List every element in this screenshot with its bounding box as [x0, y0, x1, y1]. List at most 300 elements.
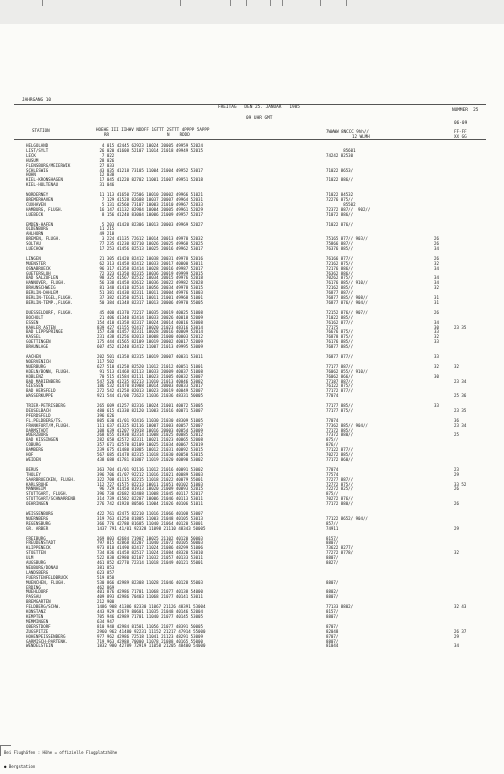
observation-codes: 547 526 41235 82213 11010 21013 40046 53002	[97, 378, 203, 384]
weather-codes: 77175	[326, 324, 339, 330]
group-number: 33	[434, 339, 439, 345]
footnote-mountain: ● Bergstation	[4, 763, 36, 769]
station-name: KARLSRUHE	[26, 481, 49, 487]
weather-codes: 77074	[326, 393, 339, 399]
weather-codes: 74242 82530	[326, 152, 354, 158]
station-name: BERLIN-TEMP.,FLUGH.	[26, 300, 73, 305]
weather-codes: 77122 8652/ 904//	[326, 515, 368, 521]
observation-codes: 363 704 41/01 92116 11012 21016 40091 53002	[97, 466, 203, 472]
weather-codes: 8807/	[326, 579, 339, 585]
observation-codes: 839 427 41155 92417 10020 21023 48316 53014	[97, 324, 203, 330]
station-name: GOETTINGEN	[26, 339, 51, 345]
weather-codes: 8807/	[326, 638, 339, 644]
observation-codes: 401 876 42986 71701 11068 21077 40138 54000	[97, 589, 203, 595]
col-station: STATION	[32, 128, 50, 133]
wind-values: 23 35	[454, 324, 467, 330]
observation-codes: 269 803 42684 71907 10025 21102 40120 50003	[97, 535, 203, 541]
weather-codes: 72162 885//	[326, 285, 354, 291]
station-name: BRAUNLAGE	[26, 344, 49, 350]
station-name: LINGEN	[26, 255, 41, 261]
station-name: STUTTGART, FLUGH.	[26, 491, 68, 497]
station-name: NEUBURG/DONAU	[26, 564, 59, 570]
weather-codes: 8157/	[326, 535, 339, 541]
weather-codes: 76877 885// 908//	[326, 295, 368, 301]
observation-codes: 91 513 41468 82113 10033 20009 40037 51008	[97, 368, 203, 374]
station-name: COBURG	[26, 442, 41, 448]
weather-codes: 875//	[326, 437, 339, 443]
station-name: WUERZBURG	[26, 432, 49, 438]
weather-codes: 8807/	[326, 555, 339, 561]
group-number: 30	[434, 373, 439, 379]
weather-codes: 77172 877//	[326, 388, 354, 394]
station-name: KOBLENZ	[26, 373, 44, 379]
station-name: WEISSENBURG	[26, 510, 54, 516]
weather-codes: 77362 885// 904//	[326, 422, 368, 428]
observation-codes: 634 947	[97, 618, 115, 624]
observation-codes: 5 203 41420 82306 10013 20003 49969 52027	[97, 221, 203, 227]
observation-codes: 70 515 41584 82111 10023 21005 40032 53007	[97, 373, 203, 379]
station-name: LECK	[26, 152, 36, 158]
wind-values: 23 35	[454, 407, 467, 413]
station-name: PFERDSFELD	[26, 412, 51, 418]
observation-codes: 319 763 41250 81805 11003 21048 40105 53013	[97, 515, 203, 521]
station-name: SCHLESWIG	[26, 167, 49, 173]
observation-codes: 12 038	[97, 172, 115, 178]
station-name: DEUSELBACH	[26, 407, 51, 413]
observation-codes: 27 033	[97, 162, 115, 168]
col-wind-sub: XX GG	[454, 134, 467, 139]
observation-codes: 921 544 41/00 72623 11036 21036 48331 50005	[97, 393, 203, 399]
volume-label: JAHRGANG 10	[22, 98, 52, 103]
observation-codes: 3 224 41135 72612 10014 20013 49970 52032	[97, 236, 203, 242]
station-name: SOLTAU	[26, 241, 41, 247]
station-name: FREUDENSTADT	[26, 540, 56, 546]
page-corner-mark	[0, 745, 11, 756]
weather-codes: 76062 866//	[326, 373, 354, 379]
weather-codes: 85601	[326, 147, 356, 153]
observation-codes: 530 866 42989 82308 11028 21046 40128 55003	[97, 579, 203, 585]
observation-codes: 1437 791 41/01 92328 11098 21110 48343 50005	[97, 525, 206, 531]
observation-codes: 366 776 42780 81605 11040 21064 40120 53001	[97, 520, 203, 526]
observation-codes: 607 452 41240 82412 11007 21013 49995 53009	[97, 344, 203, 350]
observation-codes: 268 655 41930 82314 11008 21025 40085 52012	[97, 432, 203, 438]
observation-codes: 56 338 41458 82612 10036 20022 49982 52028	[97, 280, 203, 286]
station-name: OEHRINGEN	[26, 501, 49, 507]
group-number: 30	[434, 324, 439, 330]
station-name: HUSUM	[26, 157, 39, 163]
group-number: 34	[434, 265, 439, 271]
weather-codes: 76062 855// 910//	[326, 368, 368, 374]
station-name: NOERVENICH	[26, 358, 51, 364]
observation-codes: 314 739 41582 82207 10006 21046 40113 53011	[97, 496, 203, 502]
weather-codes: 76176 885//	[326, 339, 354, 345]
station-name: STUTTGART/SCHNARRENB	[26, 496, 76, 502]
band-tick	[180, 0, 181, 6]
weather-codes: 77172 860//	[326, 457, 354, 462]
weather-codes: 76877 876// 904//	[326, 300, 368, 305]
wind-values: 34	[454, 643, 459, 649]
wind-values: 25 36	[454, 393, 467, 399]
weather-codes: 77574	[326, 471, 339, 477]
weather-codes: 77177 887//	[326, 363, 354, 369]
group-number: 26	[434, 241, 439, 247]
station-name: DARMSTADT	[26, 427, 49, 433]
band-tick	[42, 0, 43, 6]
observation-codes: 734 836 41458 82517 11024 21084 48320 53010	[97, 550, 203, 556]
station-name: CUXHAVEN	[26, 201, 46, 207]
observation-codes: 381 853	[97, 564, 115, 570]
weather-codes: 77172 885//	[326, 427, 354, 433]
group-number: 31	[434, 300, 439, 305]
observation-codes: 117 502	[97, 358, 115, 364]
weather-codes: 77177 885//	[326, 403, 354, 409]
station-name: REGENSBURG	[26, 520, 51, 526]
station-row	[14, 644, 486, 649]
station-name: BOCHOLT	[26, 314, 44, 320]
station-name: HOHENPEISSENBERG	[26, 633, 66, 639]
observation-codes: 231 438 41256 82013 10008 21000 40003 52012	[97, 334, 203, 340]
band-tick	[270, 0, 271, 6]
wind-values: 23 34	[454, 422, 467, 428]
station-name: FLENSBURG/MEIERWIK	[26, 162, 71, 168]
observation-codes: 705 946 42989 71701 11040 21077 40145 53005	[97, 614, 203, 619]
footnote-airport: Bei Flughäfen : Höhe = offizielle Flugplatzhöhe	[4, 750, 118, 756]
observation-codes: 31 046	[97, 182, 115, 188]
station-name: NORDERNEY	[26, 192, 49, 198]
col-weather: 7WWWW 8NCCC 9hh//	[326, 129, 369, 134]
station-name: BERLIN-TEGEL,FLUGH.	[26, 295, 73, 301]
observation-codes: 797 815 42868 82207 11040 21072 40105 50003	[97, 540, 203, 546]
observation-codes: 21 305 41420 82412 10038 20031 49978 52016	[97, 255, 203, 261]
station-name: BRAUNSCHWEIG	[26, 285, 56, 291]
station-name: LUEBECK	[26, 211, 44, 217]
weather-codes: 71072 886//	[326, 211, 354, 217]
header-rule	[14, 139, 486, 140]
station-name: AUGSBURG	[26, 560, 46, 566]
station-name: DUESSELDORF, FLUGH.	[26, 309, 73, 315]
group-number: 33	[434, 403, 439, 409]
observation-codes: 11 215	[97, 226, 115, 232]
observation-codes: 282 658 42572 82311 10021 21023 40065 52008	[97, 437, 203, 443]
weather-codes: 81044	[326, 643, 339, 649]
observation-codes: 7 129 41528 82608 10037 20007 49964 52031	[97, 196, 203, 202]
wind-values: 26	[454, 486, 459, 492]
observation-codes: 17 045 41220 82702 11001 21007 49951 52018	[97, 177, 203, 183]
weather-codes: 75165 877// 903//	[326, 236, 368, 242]
station-name: THOLEY	[26, 471, 41, 477]
wind-values: 36	[454, 417, 459, 423]
weather-codes: 74911	[326, 525, 339, 531]
observation-codes: 77 235 41230 82710 10026 20025 49968 52025	[97, 241, 203, 247]
station-name: MUENSTER	[26, 260, 46, 266]
station-name: KEMPTEN	[26, 614, 44, 619]
station-row	[14, 183, 486, 188]
station-name: BAD KISSINGEN	[26, 437, 59, 443]
observation-codes: 11 113 41650 72506 10010 20002 49966 51021	[97, 192, 203, 198]
station-name: LUECHOW	[26, 246, 44, 252]
observation-codes: 45 400 41370 72217 10035 20019 40025 51008	[97, 309, 203, 315]
weather-codes: 76676 875//	[326, 329, 354, 335]
weather-codes: 8707/	[326, 633, 339, 639]
observation-codes: 438 688 41781 81807 11019 21020 40090 53002	[97, 457, 203, 462]
observation-codes: 98 325 41567 82512 10034 20015 49976 52018	[97, 275, 203, 281]
station-name: BREMERHAVEN	[26, 196, 54, 202]
wind-values: 23 34	[454, 378, 467, 384]
observation-codes: 16 147 41132 82904 10004 20005 49961 52029	[97, 206, 203, 212]
weather-codes: 77187 887//	[326, 378, 354, 384]
observation-codes: 623 857	[97, 569, 115, 575]
weather-codes: 857//	[326, 520, 339, 526]
station-name: HOHN	[26, 172, 36, 178]
station-name: MUENCHEN, FLUGH.	[26, 579, 66, 585]
weather-codes: 76166 877//	[326, 255, 354, 261]
station-name: SAARBRUECKEN, FLUGH.	[26, 476, 76, 482]
weather-codes: 8807/	[326, 540, 339, 546]
observation-codes: 1486 908 41386 82330 11067 21126 48391 53004	[97, 604, 206, 610]
station-row	[14, 394, 486, 399]
wind-values: 32 43	[454, 604, 467, 610]
station-name: NUERBURG	[26, 363, 46, 369]
station-name: BAD LIPPSPRINGE	[26, 329, 63, 335]
observation-codes: 62 313 41458 82412 10033 20017 40000 53011	[97, 260, 203, 266]
weather-codes: 77177 875//	[326, 407, 354, 413]
weather-codes: 76877 877//	[326, 353, 354, 359]
weather-codes: 77272 8778/	[326, 550, 354, 556]
observation-codes: 462 869	[97, 584, 115, 590]
station-name: FELDBERG/SCHW.	[26, 604, 61, 610]
wind-values: 29	[454, 633, 459, 639]
observation-codes: 49 218	[97, 231, 115, 237]
wind-values: 33 52	[454, 481, 467, 487]
observation-codes: 5 131 42560 73107 10003 21010 49967 52033	[97, 201, 203, 207]
group-number: 34	[434, 246, 439, 252]
station-name: TRIER-PETRISBERG	[26, 403, 66, 409]
observation-time: 09 UHR GMT	[246, 116, 273, 121]
weather-codes: 75866 887//	[326, 241, 354, 247]
group-number: 26	[434, 309, 439, 315]
weather-codes: 77277 887//	[326, 476, 354, 482]
station-name: KAHLER ASTEN	[26, 324, 56, 330]
col-codes: HOEHE III IIHHV NDDFF 1GTTT 2STTT 4PPPP 5APPP	[96, 127, 210, 132]
observation-codes: 175 444 41565 82109 10019 20002 40017 52009	[97, 339, 203, 345]
observation-codes: 443 929 42679 80601 11035 21048 40146 52004	[97, 609, 203, 615]
observation-codes: 154 410 41358 82317 10024 20014 40016 53008	[97, 319, 203, 325]
band-tick	[230, 0, 231, 6]
paper-feed-band	[0, 0, 504, 24]
station-name: ULM	[26, 555, 34, 561]
weather-codes: 77074	[326, 417, 339, 423]
station-name: GUETERSLOH	[26, 270, 51, 276]
observation-codes: 461 852 42770 72314 11018 21049 40121 55001	[97, 560, 203, 566]
station-name: BERLIN-DAHLEM	[26, 290, 59, 296]
report-date: FREITAG DEN 25. JANUAR 1985	[218, 105, 300, 110]
weather-codes: 72276 875//	[326, 196, 354, 202]
observation-codes: 43 035 41218 73105 11004 21004 49952 53017	[97, 167, 203, 173]
wind-values: 23	[454, 466, 459, 472]
observation-codes: 37 382 41350 82511 10011 21001 49968 51001	[97, 295, 203, 301]
observation-codes: 422 761 42475 82210 11016 21066 40108 53007	[97, 510, 203, 516]
weather-codes: 77372 880//	[326, 432, 354, 438]
weather-codes: 72272 825//	[326, 486, 354, 492]
observation-codes: 96 317 41358 82414 10028 20016 49987 52017	[97, 265, 203, 271]
observation-codes: 1832 980 42789 72919 11058 21205 48400 54000	[97, 643, 206, 649]
group-number: 26	[434, 255, 439, 261]
band-tick	[320, 0, 321, 6]
weather-codes: 8807/	[326, 614, 339, 619]
station-name: HELGOLAND	[26, 143, 49, 148]
footnote	[4, 742, 117, 774]
weather-codes: 70272 885//	[326, 452, 354, 458]
weather-codes: 71022 885//	[326, 314, 354, 320]
station-name: OLDENBURG	[26, 226, 49, 232]
group-number: 34	[434, 275, 439, 281]
observation-codes: 519 858	[97, 574, 115, 580]
weather-codes: 71022 876//	[326, 221, 354, 227]
observation-codes: 50 384 41348 82317 10013 20006 49970 55005	[97, 300, 203, 305]
wind-values: 26 37	[454, 628, 467, 634]
observation-codes: 396 706 41/07 92212 11016 21021 40089 53003	[97, 471, 203, 477]
observation-codes: 357 671 42570 82109 10025 21034 40067 52019	[97, 442, 203, 448]
station-name: KONSTANZ	[26, 609, 46, 615]
weather-codes: 8827/	[326, 560, 339, 566]
station-name: MEMMINGEN	[26, 618, 49, 624]
weather-codes: 77074	[326, 466, 339, 472]
col-wind: FF-FF	[454, 129, 467, 134]
station-row	[14, 247, 486, 252]
observation-codes: 157 430 41457 82311 10028 20016 40009 52014	[97, 329, 203, 335]
station-name: ESSEN	[26, 319, 39, 325]
col-weather-sub: 12 WLMH	[352, 134, 370, 139]
station-name: KLIPPENECK	[26, 545, 51, 551]
weather-codes: 875//	[326, 491, 339, 497]
weather-codes: 8802/	[326, 589, 339, 595]
station-name: WENDELSTEIN	[26, 643, 54, 649]
weather-codes: 76877 885//	[326, 344, 354, 350]
station-name: GARMISCH-PARTENK.	[26, 638, 68, 644]
report-sheet	[14, 96, 500, 741]
band-tick	[282, 0, 283, 6]
station-row	[14, 502, 486, 507]
weather-codes: 8807/	[326, 594, 339, 600]
weather-codes: 76878 875//	[326, 334, 354, 340]
weather-codes: 73622 8277/	[326, 545, 354, 551]
weather-codes: 76362 886//	[326, 270, 354, 276]
group-number: 32	[434, 260, 439, 266]
weather-codes: 72176 886//	[326, 265, 354, 271]
group-number: 34	[434, 319, 439, 325]
station-name: LIST/SYLT	[26, 147, 49, 153]
group-number: 32	[434, 285, 439, 291]
station-name: HANNOVER, FLUGH.	[26, 280, 66, 286]
observation-codes: 272 542 41258 82013 10023 20019 40049 52007	[97, 388, 203, 394]
observation-table	[14, 144, 486, 649]
observation-codes: 480 615 41330 82120 11003 21016 40071 53007	[97, 407, 203, 413]
observation-codes: 265 609 41257 82316 10024 21001 40072 53005	[97, 403, 203, 409]
weather-codes: 76877 887//	[326, 290, 354, 296]
weather-codes: 76376 885//	[326, 246, 354, 252]
station-name: KOELN/BONN, FLUGH.	[26, 368, 71, 374]
weather-codes: 77122 877//	[326, 447, 354, 453]
station-name: BAD SALZUFLEN	[26, 275, 59, 281]
observation-codes: 21 406 41340 82414 10033 20026 40018 52009	[97, 314, 203, 320]
observation-codes: 17 253 41456 82513 10025 20016 49962 53017	[97, 246, 203, 252]
observation-codes: 239 675 41480 81805 10012 21031 40092 53015	[97, 447, 203, 453]
weather-codes: 8707/	[326, 623, 339, 629]
station-name: FUERSTENFELDBRUCK	[26, 574, 68, 580]
observation-codes: 112 727 41575 82213 10011 21051 40102 51003	[97, 481, 203, 487]
station-name: BAD HERSFELD	[26, 388, 56, 394]
observation-codes: 72 323 41350 82315 10036 20019 49999 52015	[97, 270, 203, 276]
station-name: OSNABRUECK	[26, 265, 51, 271]
observation-codes: 396 626	[97, 412, 115, 418]
weather-codes: 72162 875//	[326, 260, 354, 266]
observation-codes: 26 020 41608 52107 11014 21018 49949 52015	[97, 147, 203, 153]
observation-period: 06-09	[454, 121, 468, 126]
station-name: MUEHLDORF	[26, 589, 49, 595]
observation-codes: 202 501 41358 82315 10019 20007 40031 53011	[97, 353, 203, 359]
weather-codes: 876//	[326, 442, 339, 448]
weather-codes: 77133 8802/	[326, 604, 354, 610]
observation-codes: 186 532 41470 81908 10014 20003 40033 52017	[97, 383, 203, 389]
station-name: LANDSBERG	[26, 569, 49, 575]
station-name: STOETTEN	[26, 550, 46, 556]
station-name: EMDEN-HAFEN	[26, 221, 54, 227]
group-number: 34	[434, 280, 439, 286]
observation-codes: 96 729 41450 81913 10020 21009 40093 52015	[97, 486, 203, 492]
wind-values: 25	[454, 432, 459, 438]
station-row	[14, 527, 486, 532]
weather-codes: 76122 875//	[326, 383, 354, 389]
station-name: BREMGARTEN	[26, 599, 51, 605]
station-name: OBERSTDORF	[26, 623, 51, 629]
observation-codes: 4 015 42445 62923 10024 20005 49959 52024	[97, 143, 203, 148]
station-name: GIESSEN	[26, 383, 44, 389]
group-number: 31	[434, 295, 439, 301]
station-name: ERDING	[26, 584, 41, 590]
weather-codes: 71022 84532	[326, 192, 354, 198]
wind-values: 29	[454, 471, 459, 477]
observation-codes: 276 742 41920 80506 11004 21026 40106 51011	[97, 501, 203, 507]
observation-codes: 212 900	[97, 599, 115, 605]
wind-values: 32	[454, 363, 459, 369]
weather-codes: 70262 875//	[326, 275, 354, 281]
observation-codes: 719 963 42988 70000 11078 21088 40165 55000	[97, 638, 203, 644]
weather-codes: 71022 886//	[326, 177, 354, 183]
band-tick	[246, 0, 247, 6]
observation-codes: 973 818 41490 82417 11024 21086 48299 51006	[97, 545, 203, 551]
group-number: 32	[434, 363, 439, 369]
station-name: FL.PELDBERG/TS.	[26, 417, 63, 423]
station-name: WEIDEN	[26, 457, 41, 462]
observation-codes: 409 893 42986 70403 11068 21077 40141 53011	[97, 594, 203, 600]
issue-number: NUMMER 25	[452, 108, 479, 113]
weather-codes: 71022 8653/	[326, 167, 354, 173]
weather-codes: 70272 876//	[326, 496, 354, 502]
station-name: HAMBURG, FLUGH.	[26, 206, 63, 212]
station-name: AACHEN	[26, 353, 41, 359]
group-number: 33	[434, 329, 439, 335]
weather-codes: 77172 880//	[326, 501, 354, 507]
station-name: BAD MARIENBERG	[26, 378, 61, 384]
station-name: KIEL-KRONSHAGEN	[26, 177, 63, 183]
observation-codes: 8 156 41240 83004 10006 21009 49957 52017	[97, 211, 203, 217]
observation-codes: 108 639 41207 91918 10016 20003 40054 53009	[97, 427, 203, 433]
station-name: GR. ARBER	[26, 525, 49, 531]
station-name: FRANKFURT/M,FLUGH.	[26, 422, 71, 428]
weather-codes: 76176 885// 910//	[326, 280, 368, 286]
station-name: KIEL-HOLTENAU	[26, 182, 59, 188]
station-row	[14, 301, 486, 306]
